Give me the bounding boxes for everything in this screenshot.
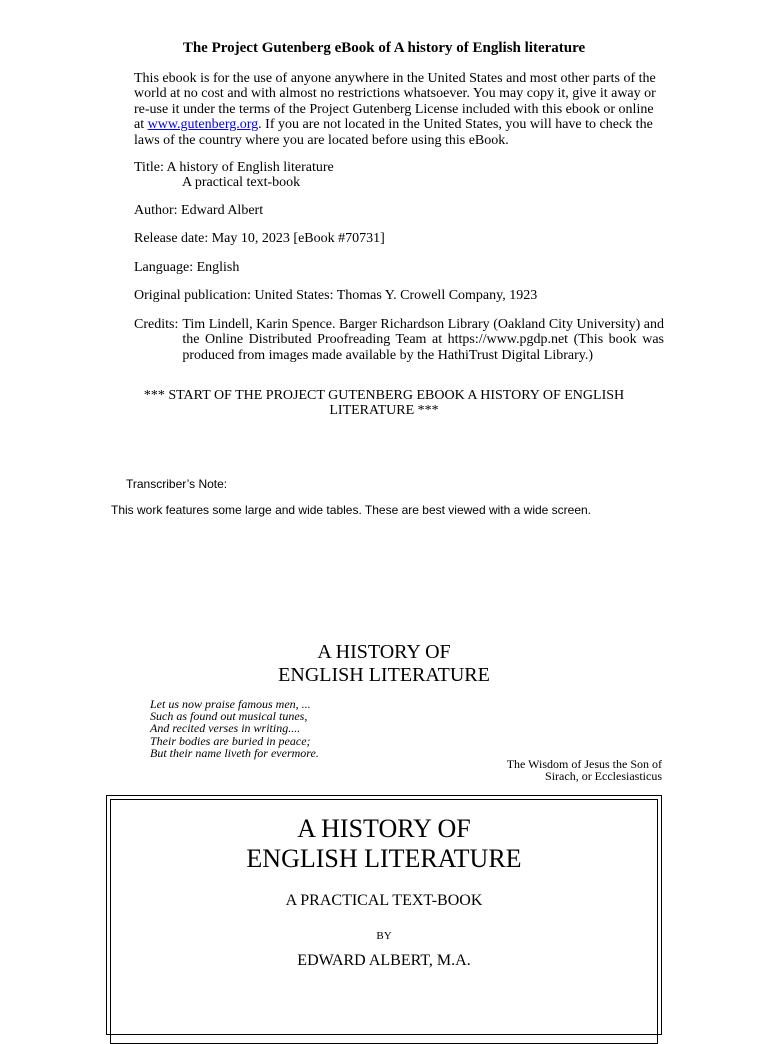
half-title-line1: A HISTORY OF — [317, 641, 451, 663]
start-marker: *** START OF THE PROJECT GUTENBERG EBOOK A HISTORY OF ENGLISH LITERATURE *** — [143, 388, 625, 419]
intro-text-before: This ebook is for the use of anyone anywhere in the United States and most other parts of the world at no cost and with almost no restrictions whatsoever. You may copy it, give it away or re-use it under the terms of the Project Gutenberg License included with this ebook or online at — [134, 71, 656, 133]
gutenberg-link[interactable]: www.gutenberg.org — [147, 117, 259, 133]
attribution-line1: The Wisdom of Jesus the Son of — [506, 757, 662, 771]
release-date-line: Release date: May 10, 2023 [eBook #70731] — [134, 231, 385, 246]
language-line: Language: English — [134, 260, 240, 275]
half-title-line2: ENGLISH LITERATURE — [278, 664, 490, 686]
credits-text: Tim Lindell, Karin Spence. Barger Richardson Library (Oakland City University) and the Online Distributed Proofreading Team at https://www.pgdp.net (This book was produced from images made available by the HathiTrust Digital Library.) — [182, 317, 664, 363]
title-page-title — [107, 814, 661, 874]
title-line: Title: A history of English literature — [134, 160, 334, 175]
epigraph-line: Such as found out musical tunes, — [150, 709, 308, 724]
epigraph-attribution — [507, 758, 662, 783]
credits-label: Credits: — [134, 317, 179, 332]
epigraph — [150, 698, 319, 759]
attribution-line2: Sirach, or Ecclesiasticus — [545, 769, 662, 784]
half-title — [0, 641, 768, 687]
title-page-frame — [106, 795, 662, 1035]
transcriber-note-label: Transcriber’s Note: — [126, 477, 228, 491]
publication-line: Original publication: United States: Thomas Y. Crowell Company, 1923 — [134, 288, 538, 303]
title-page-by: BY — [376, 930, 392, 942]
transcriber-note-text: This work features some large and wide tables. These are best viewed with a wide screen. — [111, 503, 592, 517]
epigraph-line: But their name liveth for evermore. — [150, 745, 319, 760]
intro-paragraph — [134, 71, 664, 148]
subtitle-line: A practical text-book — [182, 175, 301, 191]
title-page-subtitle: A PRACTICAL TEXT-BOOK — [285, 892, 483, 909]
title-page-author: EDWARD ALBERT, M.A. — [297, 952, 471, 969]
title-page-title-line2: ENGLISH LITERATURE — [246, 844, 522, 873]
intro-text-after: . If you are not located in the United States, you will have to check the laws of the country where you are located before using this eBook. — [134, 117, 653, 148]
credits-block — [134, 317, 664, 363]
epigraph-line: Let us now praise famous men, ... — [150, 697, 311, 711]
epigraph-line: And recited verses in writing.... — [150, 721, 301, 736]
author-line: Author: Edward Albert — [134, 203, 264, 218]
page-title: The Project Gutenberg eBook of A history of English literature — [182, 40, 586, 56]
epigraph-line: Their bodies are buried in peace; — [150, 733, 311, 748]
title-meta — [134, 160, 664, 191]
title-page-title-line1: A HISTORY OF — [297, 814, 471, 843]
